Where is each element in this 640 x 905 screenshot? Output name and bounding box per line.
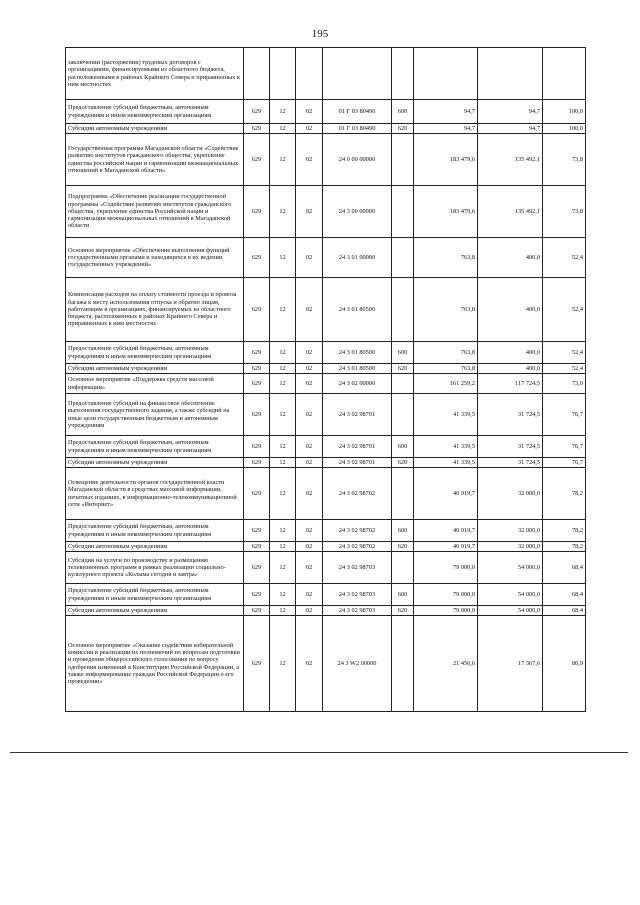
cell-section: 12 <box>270 584 296 606</box>
cell-admin-code: 629 <box>244 278 270 342</box>
cell-execution-percent: 52,4 <box>543 278 586 342</box>
cell-subsection: 02 <box>296 542 323 552</box>
cell-planned-amount: 161 259,2 <box>414 374 478 394</box>
cell-planned-amount: 40 919,7 <box>414 520 478 542</box>
cell-executed-amount <box>478 48 543 100</box>
cell-executed-amount: 400,0 <box>478 364 543 374</box>
cell-execution-percent: 68,4 <box>543 606 586 616</box>
cell-target-article: 24 3 01 80500 <box>323 342 392 364</box>
cell-execution-percent: 76,7 <box>543 436 586 458</box>
cell-planned-amount: 763,8 <box>414 238 478 278</box>
cell-admin-code: 629 <box>244 364 270 374</box>
cell-description: Основное мероприятие «Обеспечение выполнения функций государственными органами и находящихся в их ведении государственных учреждений» <box>66 238 244 278</box>
cell-description: Основное мероприятие «Оказание содействия избирательной комиссии в реализации их полномочий по вопросам подготовки и проведения общероссийского голосования по вопросу одобрения изменений в Конституцию Российской Федерации, а также информирование граждан Российской Федерации о его проведении» <box>66 616 244 712</box>
cell-target-article: 24 3 02 00000 <box>323 374 392 394</box>
cell-section: 12 <box>270 134 296 186</box>
cell-expense-type <box>392 186 414 238</box>
budget-table <box>65 47 586 712</box>
cell-section: 12 <box>270 436 296 458</box>
table-row <box>66 394 586 436</box>
cell-section: 12 <box>270 468 296 520</box>
cell-expense-type <box>392 374 414 394</box>
cell-planned-amount: 763,8 <box>414 364 478 374</box>
cell-expense-type <box>392 552 414 584</box>
cell-subsection: 02 <box>296 552 323 584</box>
cell-description: Предоставление субсидий на финансовое обеспечение выполнения государственного задания, а также субсидий на иные цели государственным бюджетным и автономным учреждениям <box>66 394 244 436</box>
cell-execution-percent: 52,4 <box>543 342 586 364</box>
cell-executed-amount: 135 492,1 <box>478 134 543 186</box>
table-row <box>66 374 586 394</box>
cell-executed-amount: 32 000,0 <box>478 542 543 552</box>
cell-executed-amount: 31 724,5 <box>478 458 543 468</box>
table-row <box>66 458 586 468</box>
table-row <box>66 124 586 134</box>
cell-description: Субсидии автономным учреждениям <box>66 458 244 468</box>
page-number: 195 <box>311 28 329 40</box>
cell-target-article: 24 3 02 98702 <box>323 542 392 552</box>
cell-subsection: 02 <box>296 606 323 616</box>
cell-target-article: 24 3 02 98701 <box>323 436 392 458</box>
cell-section: 12 <box>270 364 296 374</box>
cell-admin-code: 629 <box>244 542 270 552</box>
cell-execution-percent: 80,9 <box>543 616 586 712</box>
cell-expense-type: 600 <box>392 100 414 124</box>
cell-expense-type: 620 <box>392 364 414 374</box>
cell-planned-amount: 763,8 <box>414 278 478 342</box>
cell-execution-percent: 73,0 <box>543 374 586 394</box>
cell-section: 12 <box>270 606 296 616</box>
cell-description: заключении (расторжении) трудовых договоров с организациями, финансируемыми из областного бюджета, расположенными в районах Крайнего Севера и приравненных к ним местностях <box>66 48 244 100</box>
cell-expense-type: 600 <box>392 520 414 542</box>
cell-planned-amount: 94,7 <box>414 100 478 124</box>
cell-admin-code: 629 <box>244 436 270 458</box>
cell-description: Предоставление субсидий бюджетным, автономным учреждениям и иным некоммерческим организациям <box>66 436 244 458</box>
cell-target-article: 24 3 02 98703 <box>323 584 392 606</box>
cell-planned-amount: 41 339,5 <box>414 394 478 436</box>
cell-section: 12 <box>270 278 296 342</box>
cell-description: Субсидии на услуги по производству и размещению телевизионных программ в рамках реализации социально-культурного проекта «Колыма сегодня и завтра» <box>66 552 244 584</box>
cell-description: Компенсация расходов на оплату стоимости проезда и провоза багажа к месту использования отпуска и обратно лицам, работающим в организациях, финансируемых из областного бюджета, расположенных в районах Крайнего Севера и приравненных к ним местностях <box>66 278 244 342</box>
cell-expense-type <box>392 468 414 520</box>
cell-planned-amount: 41 339,5 <box>414 458 478 468</box>
cell-description: Освещение деятельности органов государственной власти Магаданской области в средствах массовой информации, печатных изданиях, в информационно-телекоммуникационной сети «Интернет» <box>66 468 244 520</box>
cell-target-article: 24 3 02 98701 <box>323 394 392 436</box>
cell-admin-code <box>244 48 270 100</box>
cell-target-article: 24 3 02 98703 <box>323 552 392 584</box>
cell-admin-code: 629 <box>244 100 270 124</box>
cell-expense-type: 620 <box>392 458 414 468</box>
cell-description: Предоставление субсидий бюджетным, автономным учреждениям и иным некоммерческим организациям <box>66 100 244 124</box>
cell-execution-percent: 78,2 <box>543 468 586 520</box>
cell-subsection: 02 <box>296 100 323 124</box>
cell-planned-amount: 79 000,0 <box>414 606 478 616</box>
cell-section: 12 <box>270 100 296 124</box>
cell-executed-amount: 31 724,5 <box>478 436 543 458</box>
cell-admin-code: 629 <box>244 394 270 436</box>
cell-expense-type <box>392 278 414 342</box>
cell-planned-amount: 94,7 <box>414 124 478 134</box>
cell-expense-type: 620 <box>392 606 414 616</box>
cell-executed-amount: 94,7 <box>478 100 543 124</box>
cell-admin-code: 629 <box>244 606 270 616</box>
cell-target-article: 01 Г 03 80490 <box>323 100 392 124</box>
table-row <box>66 238 586 278</box>
cell-expense-type: 600 <box>392 436 414 458</box>
cell-subsection: 02 <box>296 616 323 712</box>
cell-execution-percent: 76,7 <box>543 458 586 468</box>
cell-expense-type: 600 <box>392 342 414 364</box>
cell-planned-amount <box>414 48 478 100</box>
cell-target-article: 24 3 W2 00000 <box>323 616 392 712</box>
cell-expense-type <box>392 616 414 712</box>
table-row <box>66 134 586 186</box>
cell-executed-amount: 31 724,5 <box>478 394 543 436</box>
cell-section: 12 <box>270 458 296 468</box>
cell-target-article: 24 3 02 98703 <box>323 606 392 616</box>
cell-planned-amount: 21 456,6 <box>414 616 478 712</box>
cell-admin-code: 629 <box>244 468 270 520</box>
cell-target-article: 24 3 01 00000 <box>323 238 392 278</box>
cell-section: 12 <box>270 124 296 134</box>
cell-section: 12 <box>270 520 296 542</box>
cell-description: Субсидии автономным учреждениям <box>66 542 244 552</box>
cell-executed-amount: 400,0 <box>478 278 543 342</box>
cell-admin-code: 629 <box>244 616 270 712</box>
cell-section: 12 <box>270 238 296 278</box>
cell-subsection: 02 <box>296 458 323 468</box>
cell-expense-type <box>392 134 414 186</box>
cell-executed-amount: 400,0 <box>478 342 543 364</box>
cell-admin-code: 629 <box>244 584 270 606</box>
cell-subsection: 02 <box>296 124 323 134</box>
cell-planned-amount: 763,8 <box>414 342 478 364</box>
cell-planned-amount: 79 000,0 <box>414 584 478 606</box>
table-row <box>66 278 586 342</box>
cell-subsection: 02 <box>296 468 323 520</box>
table-row <box>66 436 586 458</box>
cell-target-article: 24 3 01 80500 <box>323 278 392 342</box>
cell-execution-percent: 76,7 <box>543 394 586 436</box>
cell-execution-percent: 68,4 <box>543 584 586 606</box>
cell-admin-code: 629 <box>244 124 270 134</box>
cell-execution-percent: 73,8 <box>543 186 586 238</box>
cell-subsection: 02 <box>296 374 323 394</box>
cell-section <box>270 48 296 100</box>
cell-section: 12 <box>270 616 296 712</box>
cell-description: Предоставление субсидий бюджетным, автономным учреждениям и иным некоммерческим организациям <box>66 520 244 542</box>
cell-section: 12 <box>270 342 296 364</box>
cell-planned-amount: 40 919,7 <box>414 542 478 552</box>
cell-target-article: 24 3 02 98702 <box>323 520 392 542</box>
cell-target-article: 24 3 01 80500 <box>323 364 392 374</box>
cell-expense-type <box>392 238 414 278</box>
cell-description: Субсидии автономным учреждениям <box>66 606 244 616</box>
table-row <box>66 520 586 542</box>
cell-target-article: 24 3 02 98702 <box>323 468 392 520</box>
table-row <box>66 100 586 124</box>
cell-execution-percent: 78,2 <box>543 520 586 542</box>
cell-admin-code: 629 <box>244 458 270 468</box>
cell-executed-amount: 94,7 <box>478 124 543 134</box>
cell-planned-amount: 40 919,7 <box>414 468 478 520</box>
cell-planned-amount: 183 479,6 <box>414 186 478 238</box>
cell-section: 12 <box>270 186 296 238</box>
table-row <box>66 186 586 238</box>
cell-description: Субсидии автономным учреждениям <box>66 364 244 374</box>
cell-subsection <box>296 48 323 100</box>
table-row <box>66 468 586 520</box>
cell-subsection: 02 <box>296 364 323 374</box>
cell-expense-type <box>392 48 414 100</box>
cell-planned-amount: 41 339,5 <box>414 436 478 458</box>
cell-executed-amount: 400,0 <box>478 238 543 278</box>
cell-executed-amount: 135 492,1 <box>478 186 543 238</box>
cell-subsection: 02 <box>296 238 323 278</box>
cell-execution-percent: 52,4 <box>543 238 586 278</box>
cell-section: 12 <box>270 374 296 394</box>
cell-expense-type: 600 <box>392 584 414 606</box>
cell-description: Основное мероприятие «Поддержка средств массовой информации» <box>66 374 244 394</box>
cell-executed-amount: 32 000,0 <box>478 520 543 542</box>
table-row <box>66 364 586 374</box>
cell-subsection: 02 <box>296 186 323 238</box>
cell-planned-amount: 183 479,6 <box>414 134 478 186</box>
cell-target-article <box>323 48 392 100</box>
cell-execution-percent: 52,4 <box>543 364 586 374</box>
cell-subsection: 02 <box>296 520 323 542</box>
cell-execution-percent: 100,0 <box>543 124 586 134</box>
cell-description: Предоставление субсидий бюджетным, автономным учреждениям и иным некоммерческим организациям <box>66 584 244 606</box>
cell-execution-percent: 100,0 <box>543 100 586 124</box>
table-row <box>66 342 586 364</box>
cell-target-article: 24 0 00 00000 <box>323 134 392 186</box>
cell-executed-amount: 17 367,6 <box>478 616 543 712</box>
cell-planned-amount: 79 000,0 <box>414 552 478 584</box>
table-row <box>66 616 586 712</box>
cell-admin-code: 629 <box>244 186 270 238</box>
cell-target-article: 24 3 02 98701 <box>323 458 392 468</box>
cell-description: Предоставление субсидий бюджетным, автономным учреждениям и иным некоммерческим организациям <box>66 342 244 364</box>
cell-subsection: 02 <box>296 134 323 186</box>
table-row <box>66 552 586 584</box>
cell-description: Подпрограмма «Обеспечение реализации государственной программы «Содействие развитию институтов гражданского общества, укрепление единства Российской нации и гармонизации межнациональных отношений в Магаданской области <box>66 186 244 238</box>
cell-description: Государственная программа Магаданской области «Содействие развитию институтов гражданского общества, укрепление единства российской нации и гармонизации межнациональных отношений в Магаданской области» <box>66 134 244 186</box>
table-row <box>66 48 586 100</box>
cell-subsection: 02 <box>296 584 323 606</box>
cell-subsection: 02 <box>296 394 323 436</box>
cell-executed-amount: 117 724,5 <box>478 374 543 394</box>
cell-subsection: 02 <box>296 342 323 364</box>
cell-section: 12 <box>270 542 296 552</box>
cell-subsection: 02 <box>296 436 323 458</box>
footer-rule <box>10 752 628 753</box>
cell-executed-amount: 54 000,0 <box>478 584 543 606</box>
cell-section: 12 <box>270 552 296 584</box>
cell-admin-code: 629 <box>244 238 270 278</box>
cell-admin-code: 629 <box>244 342 270 364</box>
table-row <box>66 606 586 616</box>
cell-executed-amount: 54 000,0 <box>478 606 543 616</box>
cell-subsection: 02 <box>296 278 323 342</box>
cell-description: Субсидии автономным учреждениям <box>66 124 244 134</box>
table-row <box>66 584 586 606</box>
cell-execution-percent: 68,4 <box>543 552 586 584</box>
cell-admin-code: 629 <box>244 552 270 584</box>
table-row <box>66 542 586 552</box>
cell-executed-amount: 54 000,0 <box>478 552 543 584</box>
cell-expense-type: 620 <box>392 124 414 134</box>
cell-expense-type: 620 <box>392 542 414 552</box>
cell-target-article: 24 3 00 00000 <box>323 186 392 238</box>
cell-section: 12 <box>270 394 296 436</box>
cell-execution-percent: 73,8 <box>543 134 586 186</box>
table-body <box>66 48 586 712</box>
cell-execution-percent <box>543 48 586 100</box>
cell-executed-amount: 32 000,0 <box>478 468 543 520</box>
cell-admin-code: 629 <box>244 134 270 186</box>
cell-target-article: 01 Г 03 80490 <box>323 124 392 134</box>
cell-expense-type <box>392 394 414 436</box>
cell-execution-percent: 78,2 <box>543 542 586 552</box>
cell-admin-code: 629 <box>244 520 270 542</box>
cell-admin-code: 629 <box>244 374 270 394</box>
